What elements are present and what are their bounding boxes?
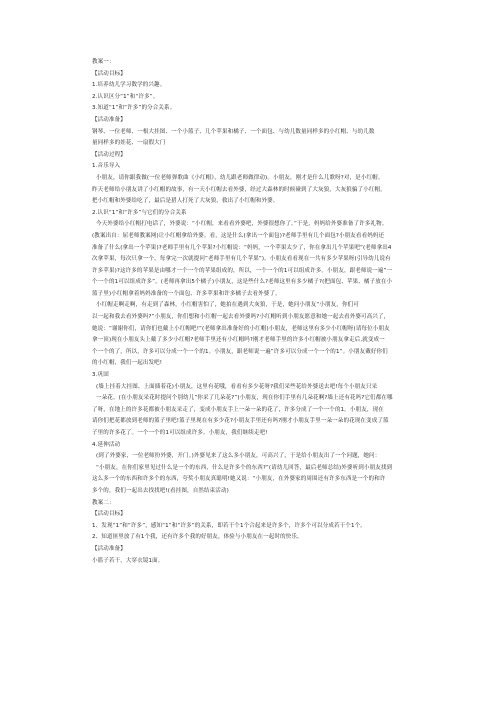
text-line: 这么多一个的东西和许多个的东西，夸奖小朋友真聪明!她又说：“小朋友，在外婆家的周围还有许多东西是一个的和许 — [92, 476, 386, 483]
text-line: 个一个的了，所以，许多可以分成一个一个的1。小朋友，跟老师说一遍”许多可以分成一个一个的1”。小朋友戴好你们 — [92, 348, 388, 355]
text-line: “小朋友，在你们家里见过什么是一个的东西，什么是许多个的东西?”(请幼儿回答，最后老师总结)外婆听到小朋友找到 — [96, 464, 393, 471]
text-line: 准备了什么(拿出一个苹果)?老师手里有几个苹果?小红帽说：“妈妈，一个苹果太少了，你在拿出几个苹果吧”(老师拿出4 — [92, 244, 392, 251]
text-line: 【活动目标】 — [92, 70, 126, 77]
text-line: 昨天老师给小朋友讲了小红帽的故事，有一天小红帽去看外婆，经过大森林的时候碰到了大灰狼，大灰狼骗了小红帽， — [92, 186, 386, 193]
text-line: 小朋友，请你跟我做(一位老师弹歌曲《小红帽》，幼儿跟老师做律动)。小朋友，刚才是什么儿歌呀?对，是小红帽。 — [96, 174, 384, 181]
text-line: 2、知道匪里放了有1个我，还有许多个我的好朋友，体验与小朋友在一起时的快乐。 — [92, 534, 303, 541]
text-line: (墙上挂着大挂图、上面插着花)小朋友，这里有花哦，看看有多少花呀?我们采些花给外婆送去吧!每个小朋友只采 — [96, 383, 378, 390]
text-line: 一朵花。(在小朋友采花时提问个别幼儿”你采了几朵花?”)小朋友，现在你们手里有几朵花啊?墙上还有花吗?它们都在哪 — [96, 395, 393, 402]
text-line: 【活动准备】 — [92, 545, 126, 552]
text-line: 个一个的1可以组成许多”。(老师再拿出5个橘子)小朋友，这是些什么?老师这里有多少橘子?(把面包、苹果、橘子放在小 — [92, 279, 393, 286]
text-line: 教案二： — [92, 499, 115, 506]
text-line: (到了外婆家，一位老师扮外婆，开门。)外婆见来了这么多小朋友，可高兴了，于是给小朋友出了一个问题，她问： — [96, 453, 381, 460]
text-line: 她说：“谢谢你们，请你们也戴上小红帽吧!”(老师拿出准备好的小红帽)小朋友，老师这里有多少小红帽呀(请每位小朋友 — [92, 325, 390, 332]
text-line: 了呀，在地上的许多花都被小朋友采走了，变成小朋友手上一朵一朵的花了，许多分成了一个一个的1。小朋友，现在 — [92, 406, 384, 413]
text-line: 以一起和我去看外婆吗?”小朋友，你们想和小红帽一起去看外婆吗?小红帽听到小朋友愿意和她一起去看外婆可高兴了， — [92, 314, 390, 321]
text-line: 1、发现“1”和“许多”，感知“1”和“许多”的关系，即若干个1个合起来是许多个，许多个可以分成若干个1个。 — [92, 522, 366, 529]
text-line: 2.认识“1”和“许多”与它们的分合关系 — [92, 209, 187, 216]
document-body — [92, 57, 406, 567]
text-line: 教案一： — [92, 59, 115, 65]
text-line: 3.巩固 — [92, 372, 109, 379]
text-line: 拿一顶)现在小朋友头上戴了多少小红帽?老师手里还有小红帽吗?刚才老师手里的许多小红帽被小朋友拿走后,就变成一 — [92, 337, 385, 344]
text-line: 次拿苹果，每次只拿一个，每拿完一次就提问”老师手里有几个苹果”)。小朋友看看现在一共有多少苹果呀(引导幼儿说有 — [92, 256, 391, 263]
text-line: 子里的许多花了。一个一个的1可以组成许多。小朋友，我们继续走吧! — [92, 430, 268, 436]
text-line: 把小红帽和外婆给吃了，最后是猎人打死了大灰狼，救出了小红帽和外婆。 — [92, 198, 279, 205]
text-line: 量同样多的娃花、一扇假大门 — [92, 140, 166, 147]
text-line: 多个的，我们一起出去找找吧!(看挂图，自然结束活动) — [92, 487, 229, 494]
text-line: 1.培养幼儿学习数学的兴趣。 — [92, 82, 166, 89]
text-line: 小篮子若干，大穿衣镜1面。 — [92, 557, 164, 564]
text-line: 1.音乐导入 — [92, 163, 121, 170]
text-line: 【活动目标】 — [92, 511, 126, 518]
text-line: 篮子里)小红帽拿着妈妈准备的一个面包、许多苹果和许多橘子去看外婆了。 — [92, 290, 281, 297]
text-line: 请你们把花都放到老师的篮子里吧!篮子里现在有多少花?小朋友手里还有吗?刚才小朋友手里一朵一朵的花现在变成了篮 — [92, 418, 389, 425]
text-line: 小红帽走啊走啊，有走到了森林，小红帽害怕了，她拍在遇到大灰狼，于是，她问小朋友“小朋友，你们可 — [96, 302, 359, 309]
text-line: 4.延伸活动 — [92, 441, 121, 448]
text-line: 许多苹果)?这许多的苹果是由哪才一个一个的苹果组成的，所以，一个一个的1可以组成许多。小朋友，跟老师说一遍”一 — [92, 267, 393, 274]
text-line: 今天外婆给小红帽打电话了，外婆说：“小红帽，来看看外婆吧，外婆很想你了。”于是，妈妈给外婆准备了许多礼物。 — [96, 221, 388, 228]
text-line: 2.认识区分“1”和“许多”。 — [92, 93, 159, 100]
text-line: 的小红帽，我们一起出发吧! — [92, 360, 163, 367]
text-line: 钢琴、一位老师、一根大挂图、一个小篮子、几个苹果和橘子、一个面包、与幼儿数量同样多的小红帽、与幼儿数 — [92, 128, 375, 135]
text-line: 【活动过程】 — [92, 151, 126, 158]
text-line: 【活动准备】 — [92, 116, 126, 123]
text-line: 3.知道“1”和“许多”的分合关系。 — [92, 105, 176, 112]
text-line: (教案出自：屈老师教案网)让小红帽拿给外婆。看，这是什么(拿出一个面包)?老师手里有几个面包?小朋友看看妈妈还 — [92, 232, 385, 239]
